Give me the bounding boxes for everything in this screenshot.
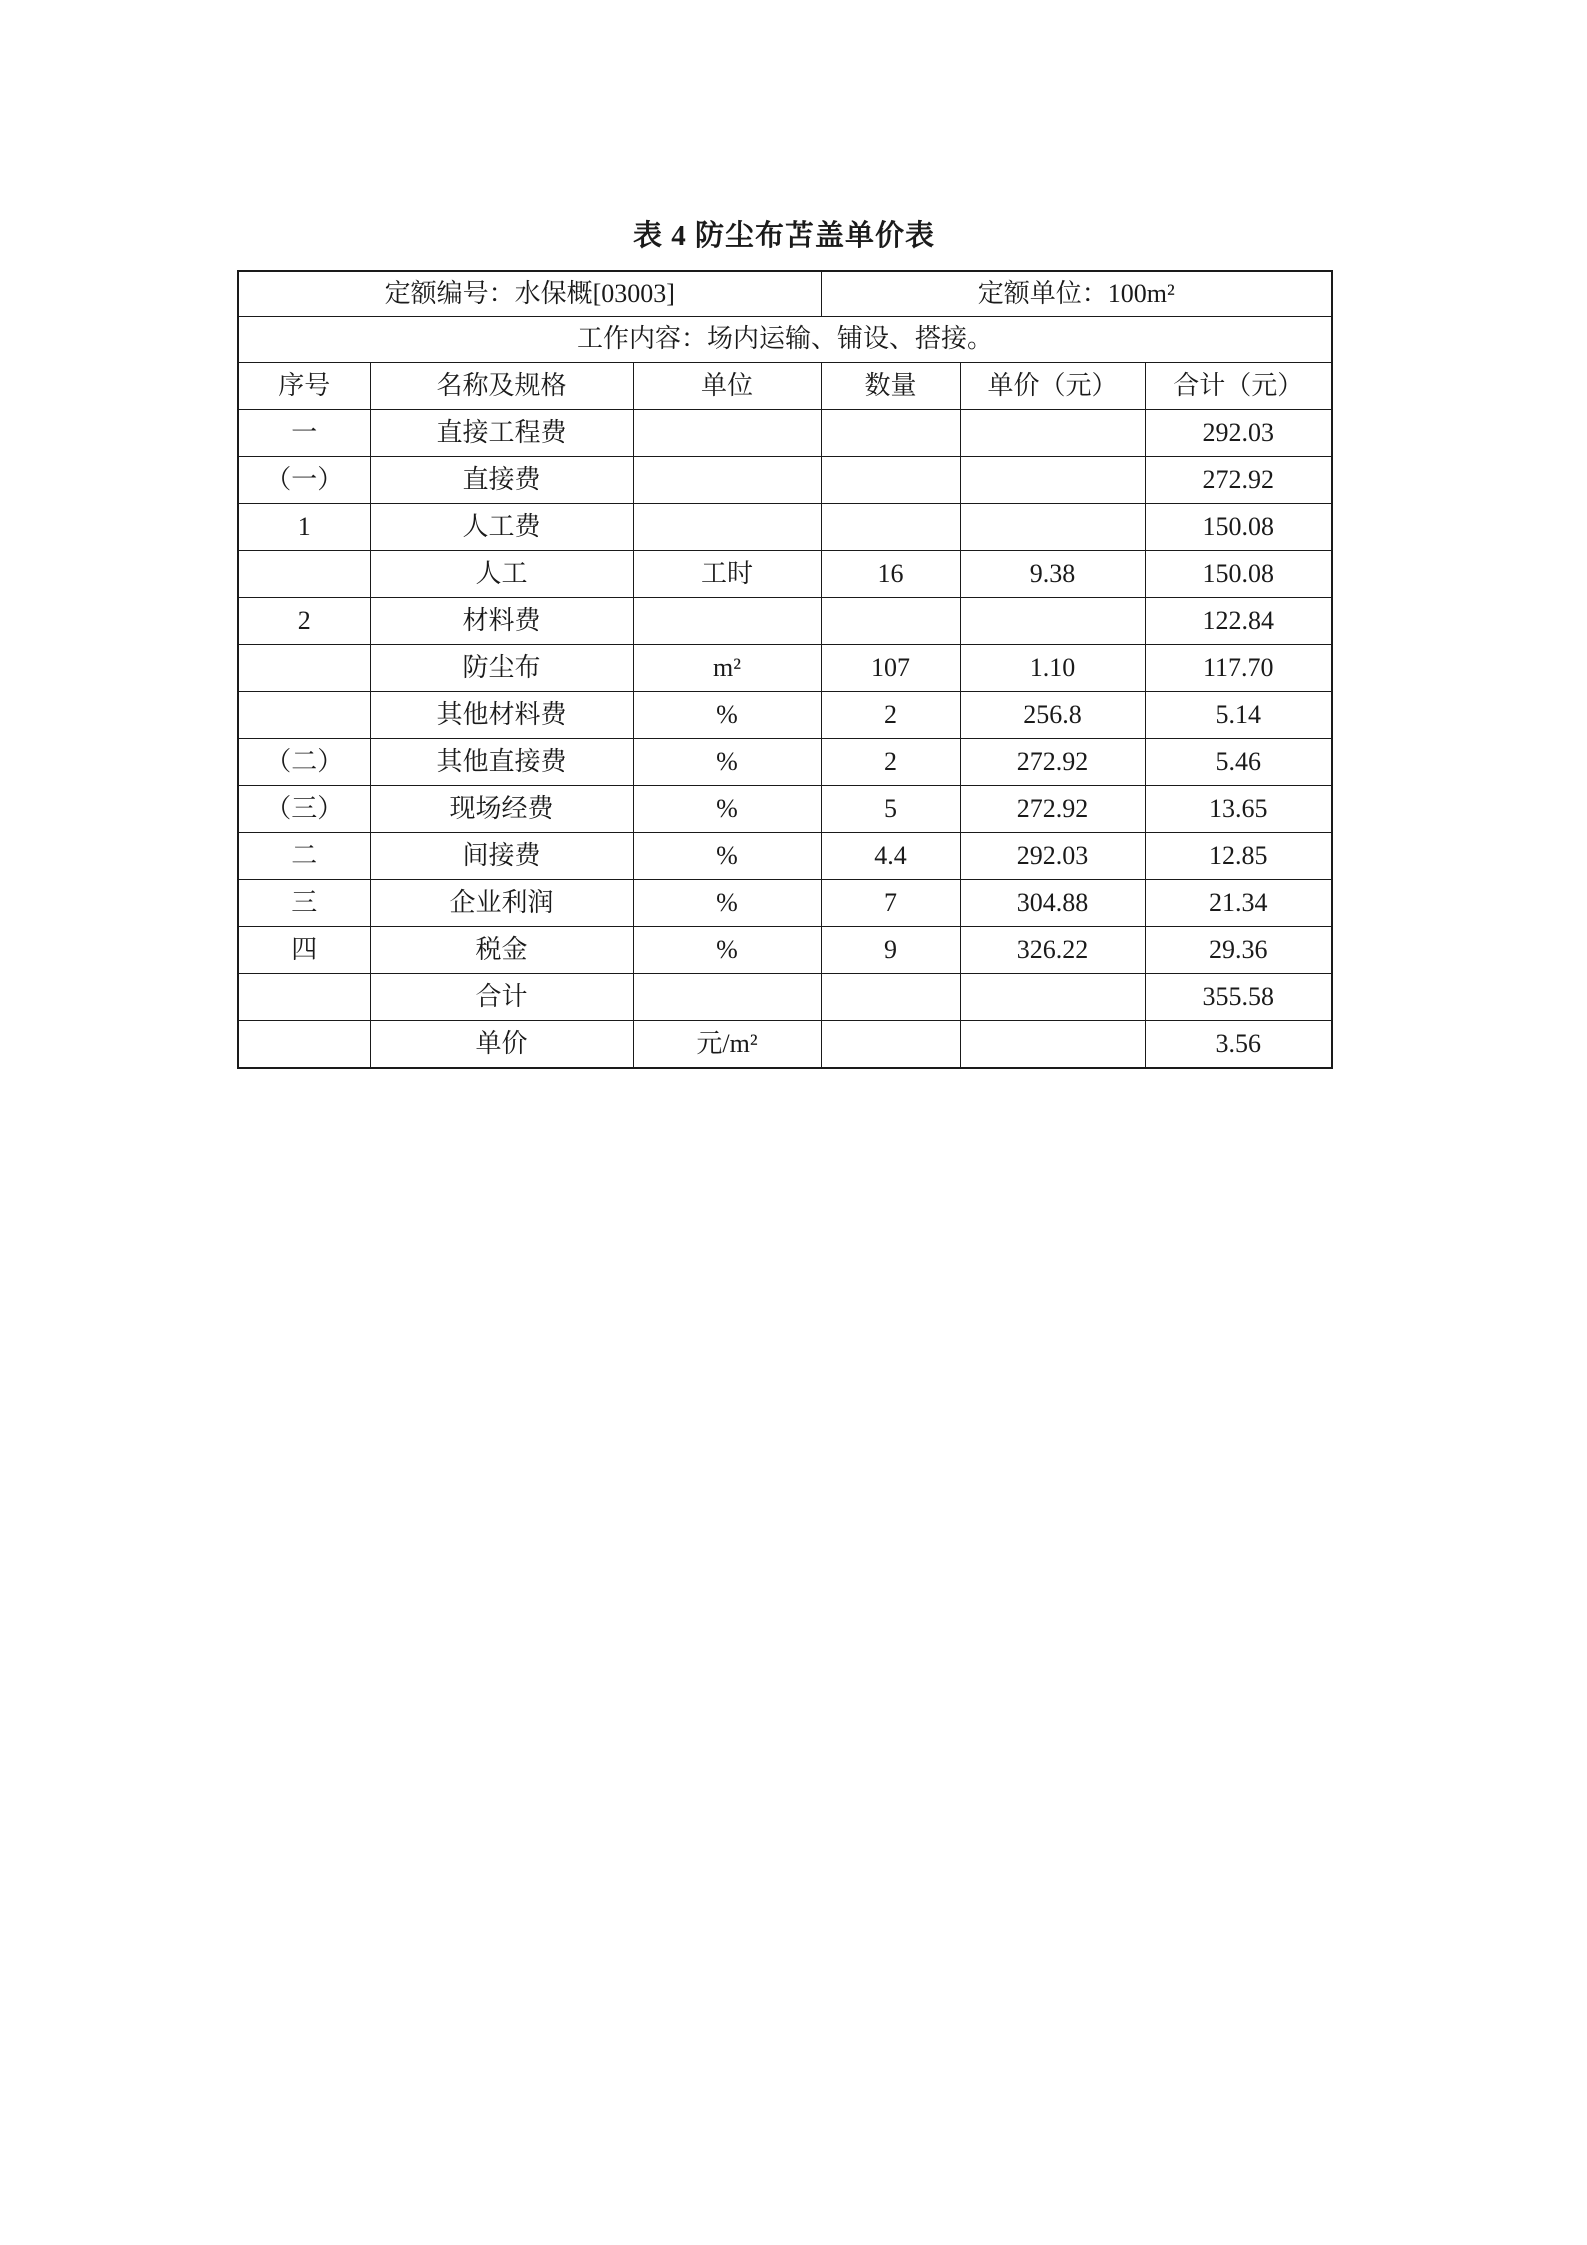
table-row	[238, 692, 1332, 739]
table-cell: 企业利润	[370, 880, 633, 927]
table-cell: 三	[238, 880, 370, 927]
table-cell: 272.92	[960, 739, 1145, 786]
table-cell: 3.56	[1145, 1021, 1332, 1069]
column-header-cell: 单价（元）	[960, 363, 1145, 410]
table-row	[238, 739, 1332, 786]
table-cell: 2	[238, 598, 370, 645]
table-cell	[821, 1021, 960, 1069]
table-cell	[821, 410, 960, 457]
column-header-cell: 合计（元）	[1145, 363, 1332, 410]
table-cell: 工时	[633, 551, 821, 598]
table-cell: （一）	[238, 457, 370, 504]
table-cell	[960, 504, 1145, 551]
table-cell: 292.03	[960, 833, 1145, 880]
table-cell: 间接费	[370, 833, 633, 880]
table-cell: 1	[238, 504, 370, 551]
table-cell: 9	[821, 927, 960, 974]
table-cell: 直接费	[370, 457, 633, 504]
table-cell: 150.08	[1145, 504, 1332, 551]
table-cell: %	[633, 880, 821, 927]
table-cell	[821, 598, 960, 645]
table-cell: 现场经费	[370, 786, 633, 833]
table-cell: 2	[821, 692, 960, 739]
work-content-row	[238, 317, 1332, 363]
table-cell: 272.92	[1145, 457, 1332, 504]
table-cell	[960, 457, 1145, 504]
table-cell	[238, 551, 370, 598]
table-row	[238, 927, 1332, 974]
quota-row	[238, 271, 1332, 317]
table-cell: 2	[821, 739, 960, 786]
table-cell: %	[633, 786, 821, 833]
table-cell: 117.70	[1145, 645, 1332, 692]
column-header-cell: 名称及规格	[370, 363, 633, 410]
table-cell: 5.14	[1145, 692, 1332, 739]
column-header-cell: 单位	[633, 363, 821, 410]
table-cell: 单价	[370, 1021, 633, 1069]
table-cell: 材料费	[370, 598, 633, 645]
table-cell: 7	[821, 880, 960, 927]
table-cell: %	[633, 692, 821, 739]
table-cell	[238, 1021, 370, 1069]
table-row	[238, 457, 1332, 504]
table-row	[238, 645, 1332, 692]
table-cell	[821, 974, 960, 1021]
table-cell: 150.08	[1145, 551, 1332, 598]
table-row	[238, 880, 1332, 927]
table-cell: 9.38	[960, 551, 1145, 598]
table-cell	[238, 645, 370, 692]
table-cell	[238, 692, 370, 739]
table-cell: 29.36	[1145, 927, 1332, 974]
table-cell: 4.4	[821, 833, 960, 880]
table-cell: 355.58	[1145, 974, 1332, 1021]
table-cell	[633, 598, 821, 645]
table-cell: 一	[238, 410, 370, 457]
table-cell: 四	[238, 927, 370, 974]
table-cell	[633, 410, 821, 457]
work-content-cell: 工作内容：场内运输、铺设、搭接。	[238, 317, 1332, 363]
table-cell: %	[633, 739, 821, 786]
table-row	[238, 598, 1332, 645]
table-cell	[238, 974, 370, 1021]
table-cell	[960, 974, 1145, 1021]
table-cell	[960, 598, 1145, 645]
table-cell: 其他直接费	[370, 739, 633, 786]
column-header-cell: 序号	[238, 363, 370, 410]
table-cell: 122.84	[1145, 598, 1332, 645]
table-header-row	[238, 363, 1332, 410]
table-row	[238, 1021, 1332, 1069]
table-cell: 107	[821, 645, 960, 692]
table-cell: %	[633, 927, 821, 974]
table-cell: 13.65	[1145, 786, 1332, 833]
table-cell: 1.10	[960, 645, 1145, 692]
table-cell: 256.8	[960, 692, 1145, 739]
table-row	[238, 833, 1332, 880]
quota-number-cell: 定额编号：水保概[03003]	[238, 271, 821, 317]
table-cell: 12.85	[1145, 833, 1332, 880]
table-cell	[821, 504, 960, 551]
table-row	[238, 974, 1332, 1021]
table-cell: 292.03	[1145, 410, 1332, 457]
table-cell	[960, 1021, 1145, 1069]
table-cell: （三）	[238, 786, 370, 833]
table-cell: 5	[821, 786, 960, 833]
table-cell: 二	[238, 833, 370, 880]
table-cell: 直接工程费	[370, 410, 633, 457]
table-row	[238, 551, 1332, 598]
table-cell: 其他材料费	[370, 692, 633, 739]
table-cell	[960, 410, 1145, 457]
unit-price-table	[237, 270, 1333, 1069]
table-cell: m²	[633, 645, 821, 692]
table-cell: 16	[821, 551, 960, 598]
table-row	[238, 786, 1332, 833]
table-cell: 人工	[370, 551, 633, 598]
column-header-cell: 数量	[821, 363, 960, 410]
table-cell: 元/m²	[633, 1021, 821, 1069]
table-cell: %	[633, 833, 821, 880]
table-cell: （二）	[238, 739, 370, 786]
table-cell: 326.22	[960, 927, 1145, 974]
table-cell	[633, 504, 821, 551]
page-title: 表 4 防尘布苫盖单价表	[632, 220, 935, 252]
table-cell	[633, 974, 821, 1021]
table-cell: 合计	[370, 974, 633, 1021]
table-row	[238, 410, 1332, 457]
table-cell: 税金	[370, 927, 633, 974]
table-cell	[821, 457, 960, 504]
table-cell: 304.88	[960, 880, 1145, 927]
quota-unit-cell: 定额单位：100m²	[821, 271, 1332, 317]
table-cell: 272.92	[960, 786, 1145, 833]
table-cell: 防尘布	[370, 645, 633, 692]
table-cell: 21.34	[1145, 880, 1332, 927]
table-cell: 5.46	[1145, 739, 1332, 786]
table-cell	[633, 457, 821, 504]
table-cell: 人工费	[370, 504, 633, 551]
table-row	[238, 504, 1332, 551]
